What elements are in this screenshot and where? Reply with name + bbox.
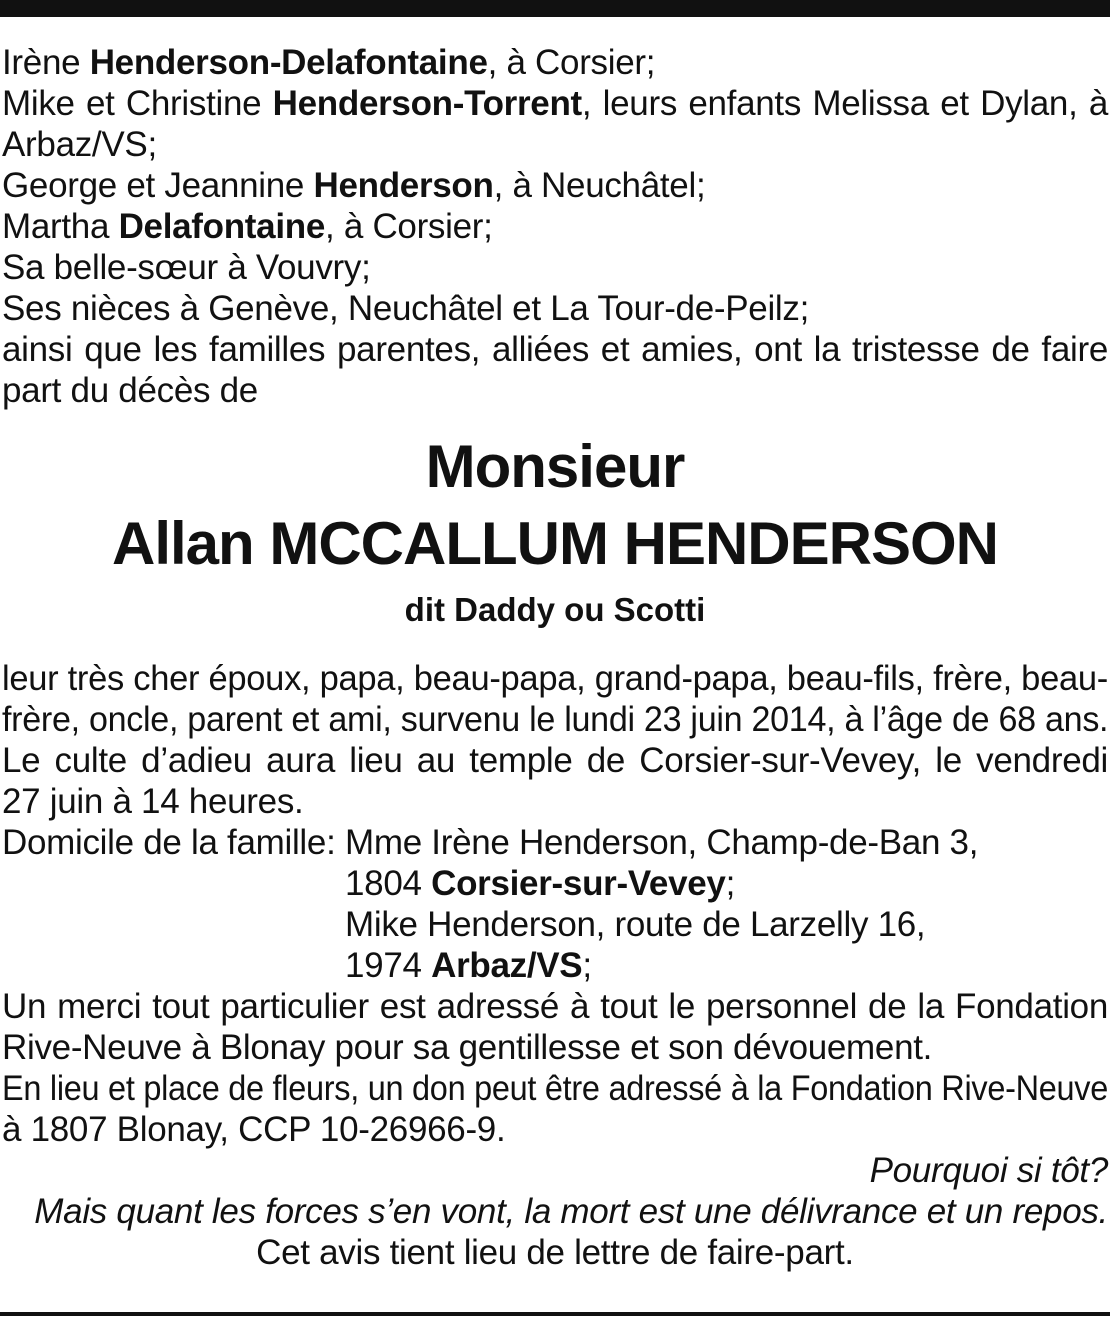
family-line-8: ainsi que les familles parentes, alliées et amies, ont la tristesse de faire [2,330,1108,369]
family-line-5: Martha Delafontaine, à Corsier; [2,207,493,246]
deceased-title: Monsieur [425,433,685,500]
domicile-line-3: Mike Henderson, route de Larzelly 16, [345,905,926,944]
family-line-2: Mike et Christine Henderson-Torrent, leurs enfants Melissa et Dylan, à [2,84,1108,123]
body-line-1: leur très cher époux, papa, beau-papa, grand-papa, beau-fils, frère, beau- [2,659,1108,698]
thanks-line-1: Un merci tout particulier est adressé à tout le personnel de la Fondation [2,987,1108,1026]
families-list [2,42,1108,411]
domicile-line-1: Domicile de la famille:Mme Irène Henderson, Champ-de-Ban 3, [2,823,979,862]
closing-line: Cet avis tient lieu de lettre de faire-part. [256,1233,854,1272]
family-line-3: Arbaz/VS; [2,125,157,164]
family-line-1: Irène Henderson-Delafontaine, à Corsier; [2,43,656,82]
donation-line-1: En lieu et place de fleurs, un don peut être adressé à la Fondation Rive-Neuve [2,1069,1109,1108]
donation-line-2: à 1807 Blonay, CCP 10-26966-9. [2,1110,506,1149]
body-line-2: frère, oncle, parent et ami, survenu le lundi 23 juin 2014, à l’âge de 68 ans. [2,700,1109,739]
announcement-body [2,658,1108,1273]
bottom-rule [0,1312,1110,1316]
domicile-line-2: 1804 Corsier-sur-Vevey; [345,864,736,903]
family-line-6: Sa belle-sœur à Vouvry; [2,248,371,287]
domicile-line-4: 1974 Arbaz/VS; [345,946,592,985]
quote-line-2: Mais quant les forces s’en vont, la mort est une délivrance et un repos. [34,1192,1108,1231]
family-line-7: Ses nièces à Genève, Neuchâtel et La Tour-de-Peilz; [2,289,810,328]
body-line-3: Le culte d’adieu aura lieu au temple de Corsier-sur-Vevey, le vendredi [2,741,1108,780]
family-line-9: part du décès de [2,371,258,410]
deceased-nickname: dit Daddy ou Scotti [404,591,706,628]
domicile-label: Domicile de la famille: [2,823,336,862]
top-rule [0,0,1110,17]
quote-line-1: Pourquoi si tôt? [869,1151,1108,1190]
body-line-4: 27 juin à 14 heures. [2,782,304,821]
family-line-4: George et Jeannine Henderson, à Neuchâtel; [2,166,706,205]
thanks-line-2: Rive-Neuve à Blonay pour sa gentillesse et son dévouement. [2,1028,933,1067]
deceased-name: Allan MCCALLUM HENDERSON [112,510,998,577]
